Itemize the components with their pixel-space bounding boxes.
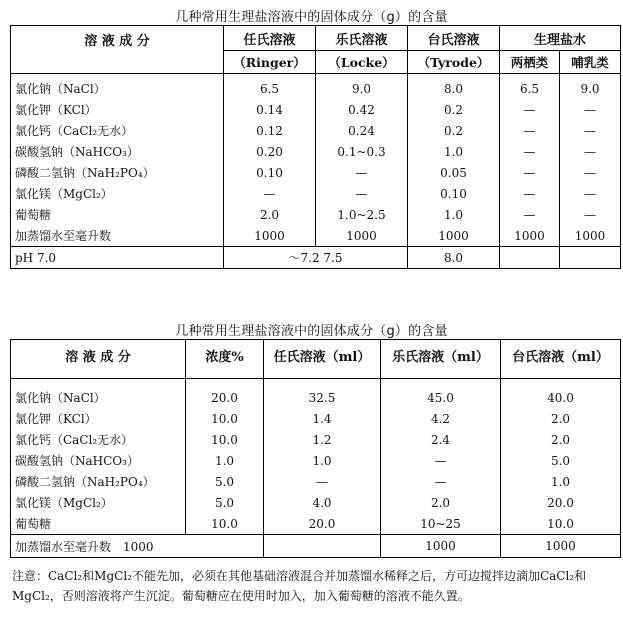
table-row <box>11 379 621 409</box>
tyrode-value: 1.0 <box>408 204 500 225</box>
amphibian-value: 6.5 <box>500 74 560 100</box>
tyrode-value: 0.2 <box>408 99 500 120</box>
header-concentration: 浓度% <box>186 340 264 379</box>
ringer-ml-value: 20.0 <box>264 513 381 535</box>
tyrode-value: 1000 <box>408 225 500 247</box>
header-component: 溶 液 成 分 <box>11 340 186 379</box>
tyrode-ml-value: 2.0 <box>501 429 621 450</box>
tyrode-ml-value: 10.0 <box>501 513 621 535</box>
header-ringer-ml: 任氏溶液（ml） <box>264 340 381 379</box>
locke-ml-value: 2.4 <box>381 429 501 450</box>
component-name: 氯化钠（NaCl） <box>11 74 224 100</box>
header-locke-ml: 乐氏溶液（ml） <box>381 340 501 379</box>
table-row <box>11 429 621 450</box>
table2-title: 几种常用生理盐溶液中的固体成分（g）的含量 <box>175 324 448 339</box>
ph-locke-range: ～7.2 7.5 <box>224 247 408 269</box>
ringer-value: — <box>224 183 316 204</box>
ph-tyrode: 8.0 <box>408 247 500 269</box>
stock-solution-volume-table <box>10 339 621 558</box>
ringer-ml-value: 1.0 <box>264 450 381 471</box>
locke-value: 1000 <box>316 225 408 247</box>
locke-value: — <box>316 183 408 204</box>
tyrode-ml-value: 20.0 <box>501 492 621 513</box>
component-name: 磷酸二氢钠（NaH₂PO₄） <box>11 162 224 183</box>
locke-ml-value: 2.0 <box>381 492 501 513</box>
tyrode-value: 0.2 <box>408 120 500 141</box>
table-row <box>11 183 621 204</box>
header-component: 溶 液 成 分 <box>11 26 224 74</box>
component-name: 氯化钾（KCl） <box>11 99 224 120</box>
table-row <box>11 204 621 225</box>
header-tyrode-sub: （Tyrode） <box>408 51 500 74</box>
amphibian-value: — <box>500 162 560 183</box>
ringer-value: 0.12 <box>224 120 316 141</box>
saline-composition-table-grams <box>10 25 621 269</box>
water-tyrode: 1000 <box>501 535 621 558</box>
mammal-value: 1000 <box>560 225 621 247</box>
water-label: 加蒸馏水至毫升数 1000 <box>11 535 264 558</box>
locke-value: 0.1~0.3 <box>316 141 408 162</box>
table-row <box>11 492 621 513</box>
mammal-value: — <box>560 99 621 120</box>
header-ringer-sub: （Ringer） <box>224 51 316 74</box>
ringer-value: 1000 <box>224 225 316 247</box>
concentration-value: 10.0 <box>186 513 264 535</box>
amphibian-value: — <box>500 204 560 225</box>
table-row <box>11 225 621 247</box>
header-saline: 生理盐水 <box>500 26 621 51</box>
table-row <box>11 471 621 492</box>
locke-ml-value: 4.2 <box>381 408 501 429</box>
locke-value: 0.24 <box>316 120 408 141</box>
header-tyrode: 台氏溶液 <box>408 26 500 51</box>
amphibian-value: — <box>500 183 560 204</box>
table-row <box>11 513 621 535</box>
component-name: 氯化镁（MgCl₂） <box>11 492 186 513</box>
ringer-ml-value: — <box>264 471 381 492</box>
table1-title: 几种常用生理盐溶液中的固体成分（g）的含量 <box>175 10 448 25</box>
tyrode-value: 0.05 <box>408 162 500 183</box>
water-ringer-empty <box>264 535 381 558</box>
mammal-value: 9.0 <box>560 74 621 100</box>
concentration-value: 10.0 <box>186 429 264 450</box>
tyrode-ml-value: 1.0 <box>501 471 621 492</box>
locke-ml-value: — <box>381 471 501 492</box>
locke-ml-value: — <box>381 450 501 471</box>
mammal-value: — <box>560 141 621 162</box>
water-locke: 1000 <box>381 535 501 558</box>
ringer-value: 6.5 <box>224 74 316 100</box>
amphibian-value: — <box>500 120 560 141</box>
ringer-ml-value: 1.2 <box>264 429 381 450</box>
amphibian-value: — <box>500 141 560 162</box>
locke-ml-value: 10~25 <box>381 513 501 535</box>
header-tyrode-ml: 台氏溶液（ml） <box>501 340 621 379</box>
tyrode-value: 1.0 <box>408 141 500 162</box>
table-row <box>11 450 621 471</box>
component-name: 氯化镁（MgCl₂） <box>11 183 224 204</box>
component-name: 氯化钙（CaCl₂无水） <box>11 429 186 450</box>
table-row <box>11 120 621 141</box>
tyrode-ml-value: 40.0 <box>501 379 621 409</box>
component-name: 葡萄糖 <box>11 513 186 535</box>
concentration-value: 5.0 <box>186 471 264 492</box>
tyrode-value: 0.10 <box>408 183 500 204</box>
component-name: 氯化钠（NaCl） <box>11 379 186 409</box>
concentration-value: 1.0 <box>186 450 264 471</box>
table-row <box>11 162 621 183</box>
ringer-value: 2.0 <box>224 204 316 225</box>
ph-empty-mammal <box>560 247 621 269</box>
locke-value: 0.42 <box>316 99 408 120</box>
tyrode-ml-value: 2.0 <box>501 408 621 429</box>
table-row <box>11 141 621 162</box>
table-row <box>11 99 621 120</box>
component-name: 葡萄糖 <box>11 204 224 225</box>
ph-empty-amphibian <box>500 247 560 269</box>
concentration-value: 20.0 <box>186 379 264 409</box>
table-row <box>11 408 621 429</box>
header-locke: 乐氏溶液 <box>316 26 408 51</box>
concentration-value: 5.0 <box>186 492 264 513</box>
ringer-value: 0.10 <box>224 162 316 183</box>
locke-value: 9.0 <box>316 74 408 100</box>
ph-label: pH 7.0 <box>11 247 224 269</box>
component-name: 碳酸氢钠（NaHCO₃） <box>11 141 224 162</box>
header-locke-sub: （Locke） <box>316 51 408 74</box>
ringer-ml-value: 1.4 <box>264 408 381 429</box>
header-ringer: 任氏溶液 <box>224 26 316 51</box>
component-name: 加蒸馏水至毫升数 <box>11 225 224 247</box>
component-name: 氯化钙（CaCl₂无水） <box>11 120 224 141</box>
component-name: 磷酸二氢钠（NaH₂PO₄） <box>11 471 186 492</box>
header-amphibian: 两栖类 <box>500 51 560 74</box>
tyrode-ml-value: 5.0 <box>501 450 621 471</box>
locke-ml-value: 45.0 <box>381 379 501 409</box>
usage-note: 注意：CaCl₂和MgCl₂不能先加，必须在其他基础溶液混合并加蒸馏水稀释之后，方可边搅拌边滴加CaCl₂和MgCl₂，否则溶液将产生沉淀。葡萄糖应在使用时加入，加入葡萄糖的溶液不能久置。 <box>12 569 587 603</box>
ringer-ml-value: 32.5 <box>264 379 381 409</box>
amphibian-value: — <box>500 99 560 120</box>
header-mammal: 哺乳类 <box>560 51 621 74</box>
tyrode-value: 8.0 <box>408 74 500 100</box>
mammal-value: — <box>560 120 621 141</box>
ringer-ml-value: 4.0 <box>264 492 381 513</box>
mammal-value: — <box>560 204 621 225</box>
locke-value: 1.0~2.5 <box>316 204 408 225</box>
component-name: 氯化钾（KCl） <box>11 408 186 429</box>
ringer-value: 0.14 <box>224 99 316 120</box>
component-name: 碳酸氢钠（NaHCO₃） <box>11 450 186 471</box>
ringer-value: 0.20 <box>224 141 316 162</box>
mammal-value: — <box>560 183 621 204</box>
concentration-value: 10.0 <box>186 408 264 429</box>
mammal-value: — <box>560 162 621 183</box>
amphibian-value: 1000 <box>500 225 560 247</box>
locke-value: — <box>316 162 408 183</box>
table-row <box>11 74 621 100</box>
